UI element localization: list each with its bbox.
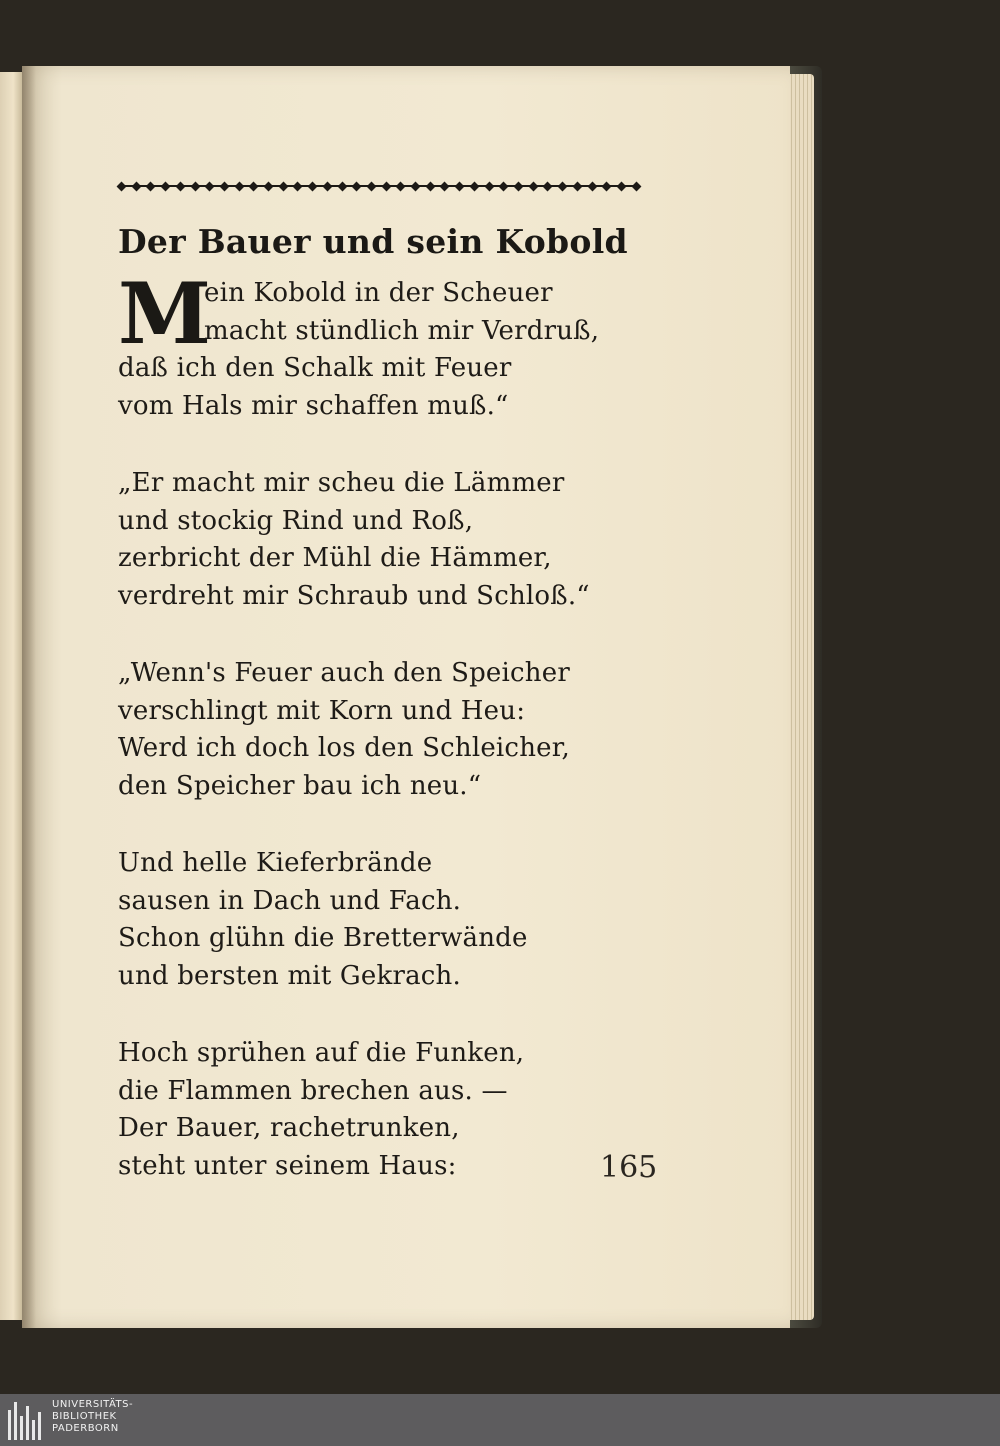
poem-line: sausen in Dach und Fach. bbox=[118, 885, 462, 916]
page-number: 165 bbox=[600, 1150, 658, 1185]
poem-line: Und helle Kieferbrände bbox=[118, 848, 433, 878]
stanza-4 bbox=[118, 845, 678, 995]
stanza-5 bbox=[118, 1035, 678, 1185]
poem-body bbox=[118, 264, 678, 1225]
drop-cap-initial: M bbox=[118, 264, 211, 363]
poem-line: Schon glühn die Bretterwände bbox=[118, 923, 528, 953]
ornament-rule bbox=[118, 181, 640, 191]
poem-line: ein Kobold in der Scheuer bbox=[204, 278, 553, 308]
library-name bbox=[52, 1399, 133, 1435]
poem-title: Der Bauer und sein Kobold bbox=[118, 222, 628, 261]
poem-line: Der Bauer, rachetrunken, bbox=[118, 1113, 460, 1143]
library-name-line: BIBLIOTHEK bbox=[52, 1411, 117, 1422]
stanza-2 bbox=[118, 465, 678, 615]
poem-line: macht stündlich mir Verdruß, bbox=[204, 315, 600, 346]
poem-line: den Speicher bau ich neu.“ bbox=[118, 770, 482, 801]
poem-line: verdreht mir Schraub und Schloß.“ bbox=[118, 580, 590, 611]
poem-line: vom Hals mir schaffen muß.“ bbox=[118, 390, 509, 421]
library-logo-icon bbox=[8, 1402, 44, 1440]
page-gutter bbox=[22, 66, 36, 1328]
stanza-3 bbox=[118, 655, 678, 805]
poem-line: steht unter seinem Haus: bbox=[118, 1150, 457, 1181]
poem-line: und stockig Rind und Roß, bbox=[118, 505, 474, 536]
library-name-line: UNIVERSITÄTS- bbox=[52, 1399, 134, 1410]
poem-line: zerbricht der Mühl die Hämmer, bbox=[118, 543, 552, 573]
poem-line: daß ich den Schalk mit Feuer bbox=[118, 353, 512, 383]
poem-line: „Wenn's Feuer auch den Speicher bbox=[118, 658, 570, 688]
poem-line: verschlingt mit Korn und Heu: bbox=[118, 695, 526, 726]
poem-line: Hoch sprühen auf die Funken, bbox=[118, 1038, 525, 1068]
library-name-line: PADERBORN bbox=[52, 1423, 119, 1434]
stanza-1 bbox=[118, 264, 678, 425]
poem-line: und bersten mit Gekrach. bbox=[118, 960, 461, 991]
poem-line: „Er macht mir scheu die Lämmer bbox=[118, 468, 565, 498]
left-page-edge bbox=[0, 72, 22, 1320]
poem-line: Werd ich doch los den Schleicher, bbox=[118, 733, 570, 763]
poem-line: die Flammen brechen aus. — bbox=[118, 1075, 508, 1106]
library-footer bbox=[0, 1394, 1000, 1446]
